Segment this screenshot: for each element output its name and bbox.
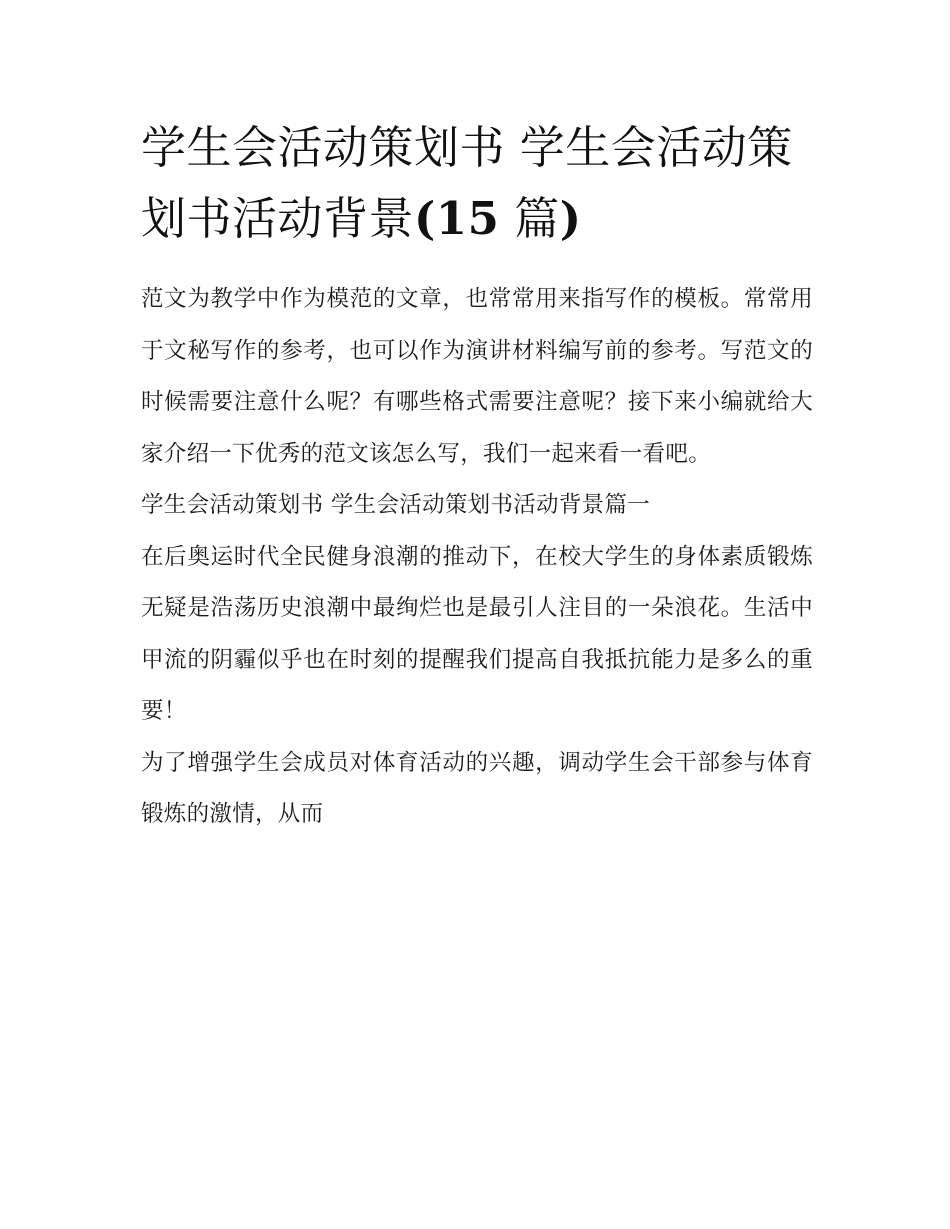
title-unit: 篇 <box>499 192 560 245</box>
document-title <box>141 112 813 254</box>
section-heading: 学生会活动策划书 学生会活动策划书活动背景篇一 <box>141 492 651 518</box>
title-text: 学生会活动策划书 学生会活动策划书活动背景 <box>141 121 793 245</box>
title-close-paren: ) <box>559 192 582 245</box>
intro-paragraph: 范文为教学中作为模范的文章，也常常用来指写作的模板。常常用于文秘写作的参考，也可以作为演讲材料编写前的参考。写范文的时候需要注意什么呢？有哪些格式需要注意呢？接下来小编就给大家介绍一下优秀的范文该怎么写，我们一起来看一看吧。 <box>141 286 813 467</box>
body-paragraph-2: 为了增强学生会成员对体育活动的兴趣，调动学生会干部参与体育锻炼的激情，从而 <box>141 749 813 827</box>
title-count: (15 <box>414 192 500 245</box>
body-paragraph-1: 在后奥运时代全民健身浪潮的推动下，在校大学生的身体素质锻炼无疑是浩荡历史浪潮中最绚烂也是最引人注目的一朵浪花。生活中甲流的阴霾似乎也在时刻的提醒我们提高自我抵抗能力是多么的重要！ <box>141 543 813 724</box>
document-content <box>141 112 813 841</box>
